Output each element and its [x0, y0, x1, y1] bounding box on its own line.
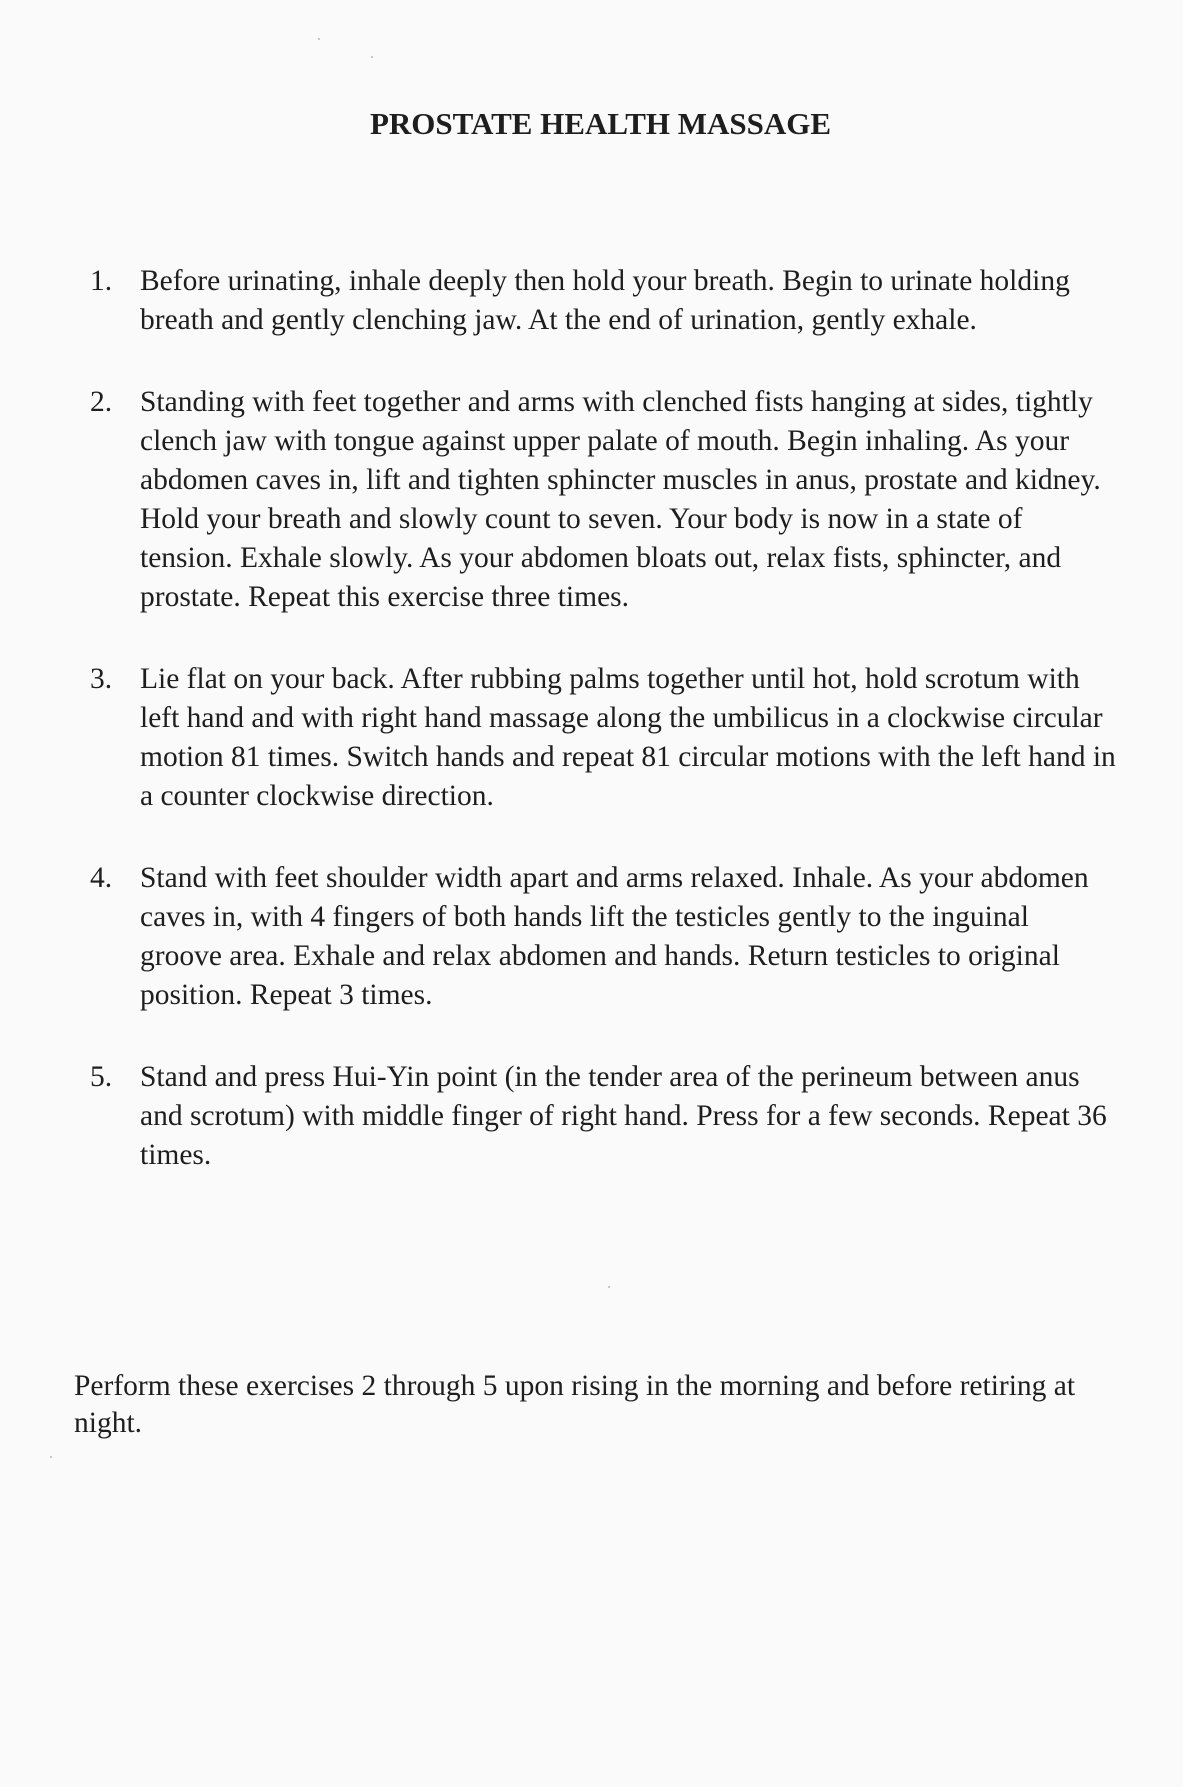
- step-number: 1.: [90, 265, 113, 297]
- scan-speck: [318, 38, 320, 40]
- closing-note: Perform these exercises 2 through 5 upon rising in the morning and before retiring at night.: [74, 1370, 1076, 1439]
- step-number: 2.: [90, 386, 113, 418]
- list-item: [76, 383, 1116, 617]
- scan-speck: [50, 1456, 52, 1458]
- step-number: 5.: [90, 1061, 113, 1093]
- list-item: [76, 660, 1116, 816]
- list-item: [76, 859, 1116, 1015]
- step-text: Lie flat on your back. After rubbing palms together until hot, hold scrotum with left hand and with right hand massage along the umbilicus in a clockwise circular motion 81 times. Switch hands and repeat 81 circular motions with the left hand in a counter clockwise direction.: [140, 663, 1116, 812]
- step-text: Stand with feet shoulder width apart and arms relaxed. Inhale. As your abdomen caves in, with 4 fingers of both hands lift the testicles gently to the inguinal groove area. Exhale and relax abdomen and hands. Return testicles to original position. Repeat 3 times.: [140, 862, 1089, 1011]
- step-number: 3.: [90, 663, 113, 695]
- page-title: PROSTATE HEALTH MASSAGE: [369, 106, 832, 141]
- step-text: Standing with feet together and arms with clenched fists hanging at sides, tightly clench jaw with tongue against upper palate of mouth. Begin inhaling. As your abdomen caves in, lift and tighten sphincter muscles in anus, prostate and kidney. Hold your breath and slowly count to seven. Your body is now in a state of tension. Exhale slowly. As your abdomen bloats out, relax fists, sphincter, and prostate. Repeat this exercise three times.: [140, 386, 1101, 613]
- step-text: Before urinating, inhale deeply then hold your breath. Begin to urinate holding breath and gently clenching jaw. At the end of urination, gently exhale.: [140, 265, 1070, 336]
- step-text: Stand and press Hui-Yin point (in the tender area of the perineum between anus and scrotum) with middle finger of right hand. Press for a few seconds. Repeat 36 times.: [140, 1061, 1107, 1171]
- instruction-list: [76, 262, 1116, 1218]
- scan-speck: [371, 56, 373, 58]
- scan-speck: [608, 1286, 610, 1288]
- step-number: 4.: [90, 862, 113, 894]
- list-item: [76, 1058, 1116, 1175]
- list-item: [76, 262, 1116, 340]
